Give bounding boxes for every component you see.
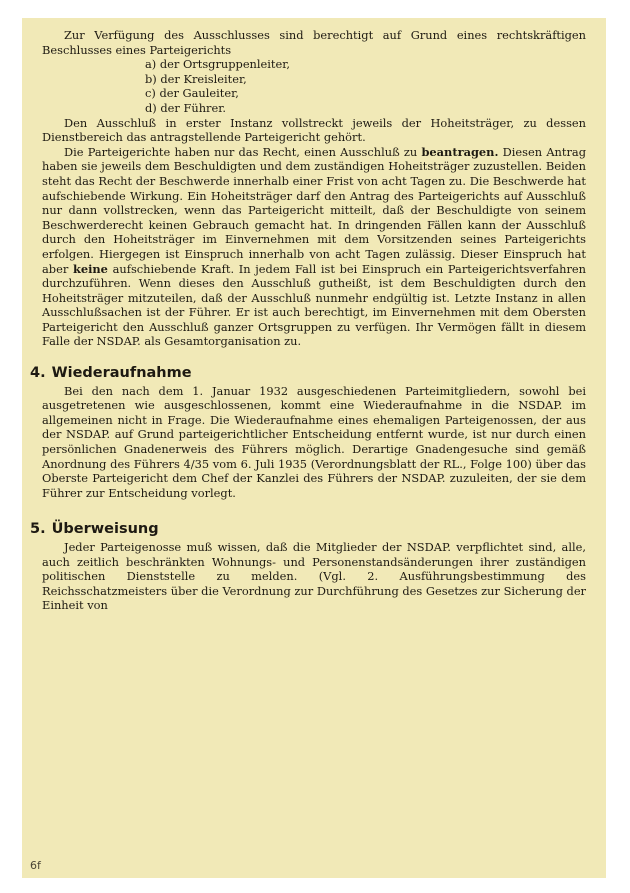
section-number: 4. [30,365,46,382]
section-heading-transfer [30,522,586,537]
text-run: Diesen Antrag haben sie jeweils dem Beschuldigten und dem zuständigen Hoheitsträger zuzustellen. Beiden steht das Recht der Beschwerde innerhalb einer Frist von acht Tagen zu. Die Beschwerde hat aufschiebende Wirkung. Ein Hoheitsträger darf den Antrag des Parteigerichts auf Ausschluß nur dann vollstrecken, wenn das Parteigericht mitteilt, daß der Beschuldigte von seinem Beschwerderecht keinen Gebrauch gemacht hat. In dringenden Fällen kann der Ausschluß durch den Hoheitsträger im Einvernehmen mit dem Vorsitzenden seines Parteigerichts erfolgen. Hiergegen ist Einspruch innerhalb von acht Tagen zulässig. Dieser Einspruch hat aber [42,144,586,276]
authority-list [42,57,586,115]
enforcement-paragraph: Den Ausschluß in erster Instanz vollstreckt jeweils der Hoheitsträger, zu dessen Dienstbereich das antragstellende Parteigericht gehört. [42,115,586,145]
text-run: Die Parteigerichte haben nur das Recht, einen Ausschluß zu [64,144,422,159]
list-item: a) der Ortsgruppenleiter, [145,57,291,72]
application-paragraph [42,145,586,349]
section-title: Wiederaufnahme [51,365,192,382]
intro-paragraph: Zur Verfügung des Ausschlusses sind berechtigt auf Grund eines rechtskräftigen Beschlusses eines Parteigerichts [42,28,586,57]
list-item: d) der Führer. [145,100,227,115]
bold-term: keine [72,261,108,276]
list-item: c) der Gauleiter, [145,86,239,101]
readmission-paragraph: Bei den nach dem 1. Januar 1932 ausgeschiedenen Parteimitgliedern, sowohl bei ausgetretenen wie ausgeschlossenen, kommt eine Wiederaufnahme in die NSDAP. im allgemeinen nicht in Frage. Die Wiederaufnahme eines ehemaligen Parteigenossen, der aus der NSDAP. auf Grund parteigerichtlicher Entscheidung entfernt wurde, ist nur durch einen persönlichen Gnadenerweis des Führers möglich. Derartige Gnadengesuche sind gemäß Anordnung des Führers 4/35 vom 6. Juli 1935 (Verordnungsblatt der RL., Folge 100) über das Oberste Parteigericht dem Chef der Kanzlei des Führers der NSDAP. zuzuleiten, der sie dem Führer zur Entscheidung vorlegt. [42,383,586,500]
bold-term: beantragen. [421,144,499,159]
section-heading-readmission [30,366,586,381]
page-number: 6f [30,859,41,873]
document-page [22,18,606,878]
text-run: aufschiebende Kraft. In jedem Fall ist bei Einspruch ein Parteigerichtsverfahren durchzuführen. Wenn dieses den Ausschluß gutheißt, ist dem Beschuldigten durch den Hoheitsträger mitzuteilen, daß der Ausschluß nunmehr endgültig ist. Letzte Instanz in allen Ausschlußsachen ist der Führer. Er ist auch berechtigt, im Einvernehmen mit dem Obersten Parteigericht den Ausschluß ganzer Ortsgruppen zu verfügen. Ihr Vermögen fällt in diesem Falle der NSDAP. als Gesamtorganisation zu. [42,261,586,349]
transfer-paragraph: Jeder Parteigenosse muß wissen, daß die Mitglieder der NSDAP. verpflichtet sind, alle, auch zeitlich beschränkten Wohnungs- und Personenstandsänderungen ihrer zuständigen politischen Dienststelle zu melden. (Vgl. 2. Ausführungsbestimmung des Reichsschatzmeisters über die Verordnung zur Durchführung des Gesetzes zur Sicherung der Einheit von [42,540,586,613]
section-title: Überweisung [51,521,159,538]
list-item: b) der Kreisleiter, [145,71,247,86]
section-number: 5. [30,521,46,538]
